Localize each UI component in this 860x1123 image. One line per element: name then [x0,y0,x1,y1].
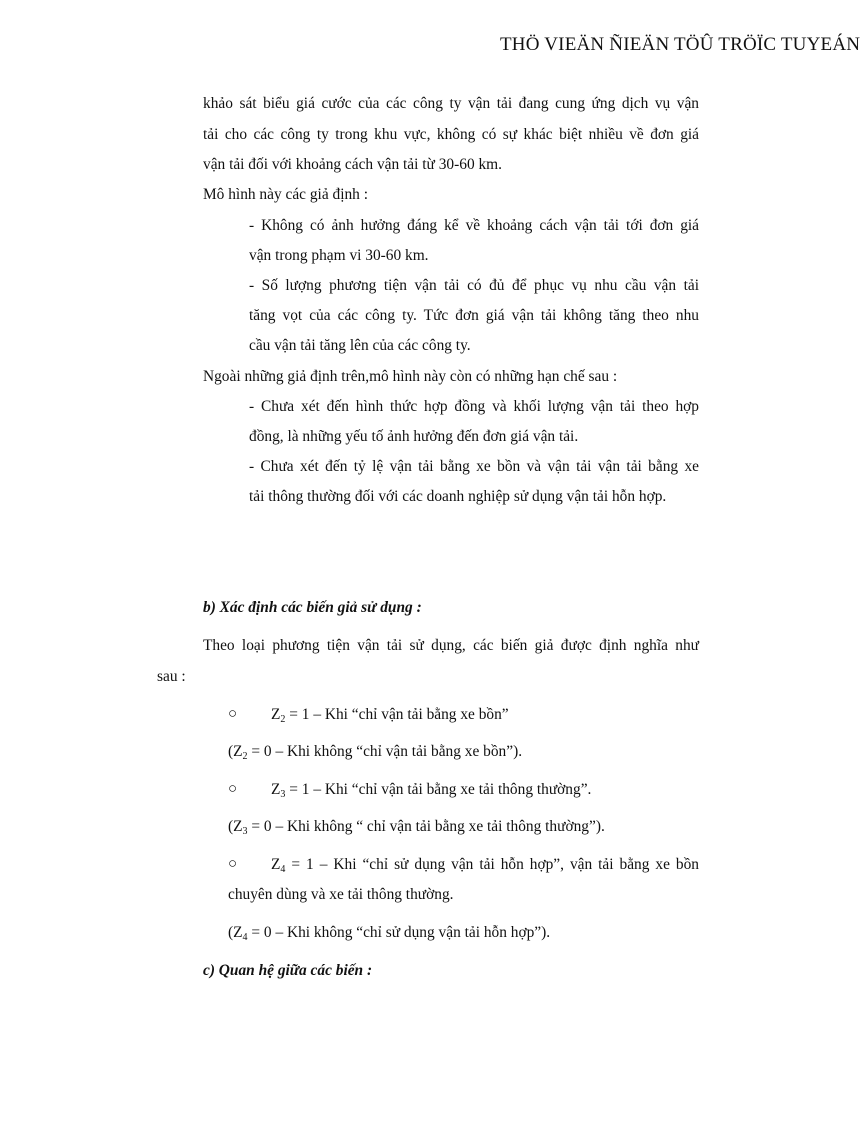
limitations-title: Ngoài những giả định trên,mô hình này còn có những hạn chế sau : [203,368,618,385]
var-alternative: ($Z_2 = 0$ – Khi không “chỉ vận tải bằng xe bồn”). [228,743,523,762]
section-b-intro-cont: sau : [157,668,186,685]
bullet-icon: ○ [228,856,238,872]
var-definition: $Z_4 = 1$ – Khi “chỉ sử dụng vận tải hỗn hợp”, vận tải bằng xe bồn [271,856,699,875]
assumption-line: tăng vọt của các công ty. Tức đơn giá vận tải không tăng theo nhu [249,307,699,324]
var-alternative: ($Z_3 = 0$ – Khi không “ chỉ vận tải bằng xe tải thông thường”). [228,818,605,837]
var-definition: $Z_3 = 1$ – Khi “chỉ vận tải bằng xe tải thông thường”. [271,781,592,800]
assumption-line: vận trong phạm vi 30-60 km. [249,247,429,264]
intro-line: khảo sát biểu giá cước của các công ty vận tải đang cung ứng dịch vụ vận [203,95,699,112]
limitation-line: - Chưa xét đến hình thức hợp đồng và khối lượng vận tải theo hợp [249,398,699,415]
limitation-line: đồng, là những yếu tố ảnh hưởng đến đơn giá vận tải. [249,428,579,445]
bullet-icon: ○ [228,706,238,722]
assumption-line: - Không có ảnh hưởng đáng kể về khoảng cách vận tải tới đơn giá [249,217,699,234]
var-definition-cont: chuyên dùng và xe tải thông thường. [228,886,454,903]
limitation-line: - Chưa xét đến tỷ lệ vận tải bằng xe bồn và vận tải vận tải bằng xe [249,458,699,475]
intro-line: vận tải đối với khoảng cách vận tải từ 30-60 km. [203,156,502,173]
section-b-heading: b) Xác định các biến giả sử dụng : [203,599,422,616]
assumption-line: - Số lượng phương tiện vận tải có đủ để phục vụ nhu cầu vận tải [249,277,699,294]
var-alternative: ($Z_4 = 0$ – Khi không “chỉ sử dụng vận tải hỗn hợp”). [228,924,551,943]
assumptions-title: Mô hình này các giả định : [203,186,368,203]
assumption-line: cầu vận tải tăng lên của các công ty. [249,337,471,354]
page-header: THÖ VIEÄN ÑIEÄN TÖÛ TRÖÏC TUYEÁN [500,34,860,55]
section-b-intro: Theo loại phương tiện vận tải sử dụng, các biến giả được định nghĩa như [203,637,699,654]
limitation-line: tải thông thường đối với các doanh nghiệp sử dụng vận tải hỗn hợp. [249,488,667,505]
section-c-heading: c) Quan hệ giữa các biến : [203,962,373,979]
var-definition: $Z_2 = 1$ – Khi “chỉ vận tải bằng xe bồn” [271,706,509,725]
intro-line: tải cho các công ty trong khu vực, không có sự khác biệt nhiều về đơn giá [203,126,699,143]
bullet-icon: ○ [228,781,238,797]
